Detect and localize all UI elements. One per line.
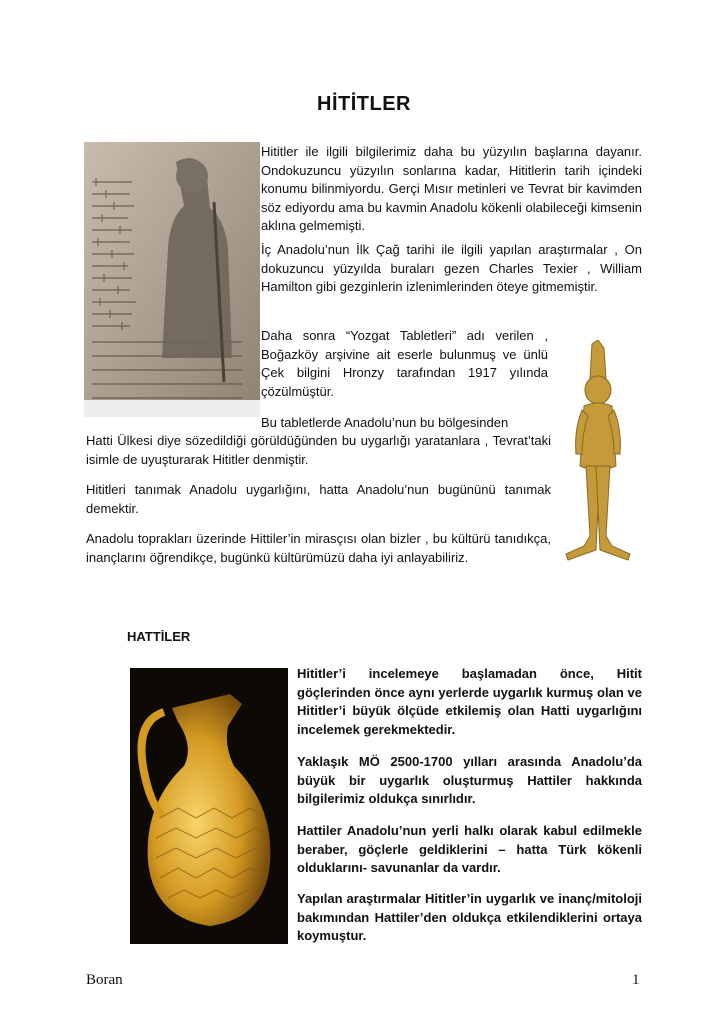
intro-paragraph-6: Anadolu toprakları üzerinde Hittiler’in mirasçısı olan bizler , bu kültürü tanıdıkça, inançlarını öğrendikçe, bugünkü kültürümüzü daha iyi anlayabiliriz. xyxy=(86,531,551,565)
footer-page-number: 1 xyxy=(632,972,640,988)
hattiler-paragraph-1: Hititler’i incelemeye başlamadan önce, Hitit göçlerinden önce aynı yerlerde uygarlık kurmuş olan ve Hititler’i büyük ölçüde etkilemiş olan Hatti uygarlığını incelemek gerekmektedir. xyxy=(297,666,642,737)
intro-paragraph-3: Daha sonra “Yozgat Tabletleri” adı verilen , Boğazköy arşivine ait eserle bulunmuş ve ünlü Çek bilgini Hronzy tarafından 1917 yılında çözülmüştür. xyxy=(261,328,548,399)
intro-paragraph-1: Hititler ile ilgili bilgilerimiz daha bu yüzyılın başlarına dayanır. Ondokuzuncu yüzyılın sonlarına kadar, Hititlerin tarih içindeki konumu bilinmiyordu. Gerçi Mısır metinleri ve Tevrat bir kavimden söz ediyordu ama bu kavmin Anadolu kökenli olabileceği kimsenin aklına gelmemişti. xyxy=(261,144,642,233)
intro-paragraph-2: İç Anadolu’nun İlk Çağ tarihi ile ilgili yapılan araştırmalar , On dokuzuncu yüzyılda buraları gezen Charles Texier , William Hamilton gibi gezginlerin izlenimlerinden öteye gitmemiştir. xyxy=(261,242,642,294)
section-heading-hattiler: HATTİLER xyxy=(127,629,191,644)
hattiler-paragraph-4: Yapılan araştırmalar Hititler’in uygarlık ve inanç/mitoloji bakımından Hattiler’den oldukça etkilendiklerini ortaya koymuştur. xyxy=(297,891,642,943)
intro-paragraph-4-cont: Hatti Ülkesi diye sözedildiği görüldüğünden bu uygarlığı yaratanlara , Tevrat’taki isimle de uyuşturarak Hititler denmiştir. xyxy=(86,433,551,467)
gold-jug-image xyxy=(130,668,288,944)
gold-statuette-image xyxy=(556,340,641,572)
intro-paragraph-4-start: Bu tabletlerde Anadolu’nun bu bölgesinden xyxy=(261,415,509,430)
footer-author: Boran xyxy=(86,972,123,988)
intro-paragraph-5: Hititleri tanımak Anadolu uygarlığını, hatta Anadolu’nun bugününü tanımak demektir. xyxy=(86,482,551,516)
hittite-stele-image xyxy=(84,142,260,417)
page-title: HİTİTLER xyxy=(317,93,411,115)
hattiler-paragraph-2: Yaklaşık MÖ 2500-1700 yılları arasında Anadolu’da büyük bir uygarlık oluşturmuş Hattiler hakkında bilgilerimiz oldukça sınırlıdır. xyxy=(297,754,642,806)
hattiler-paragraph-3: Hattiler Anadolu’nun yerli halkı olarak kabul edilmekle beraber, göçlerle geldiklerini – hatta Türk kökenli olduklarını- savunanlar da vardır. xyxy=(297,823,642,875)
